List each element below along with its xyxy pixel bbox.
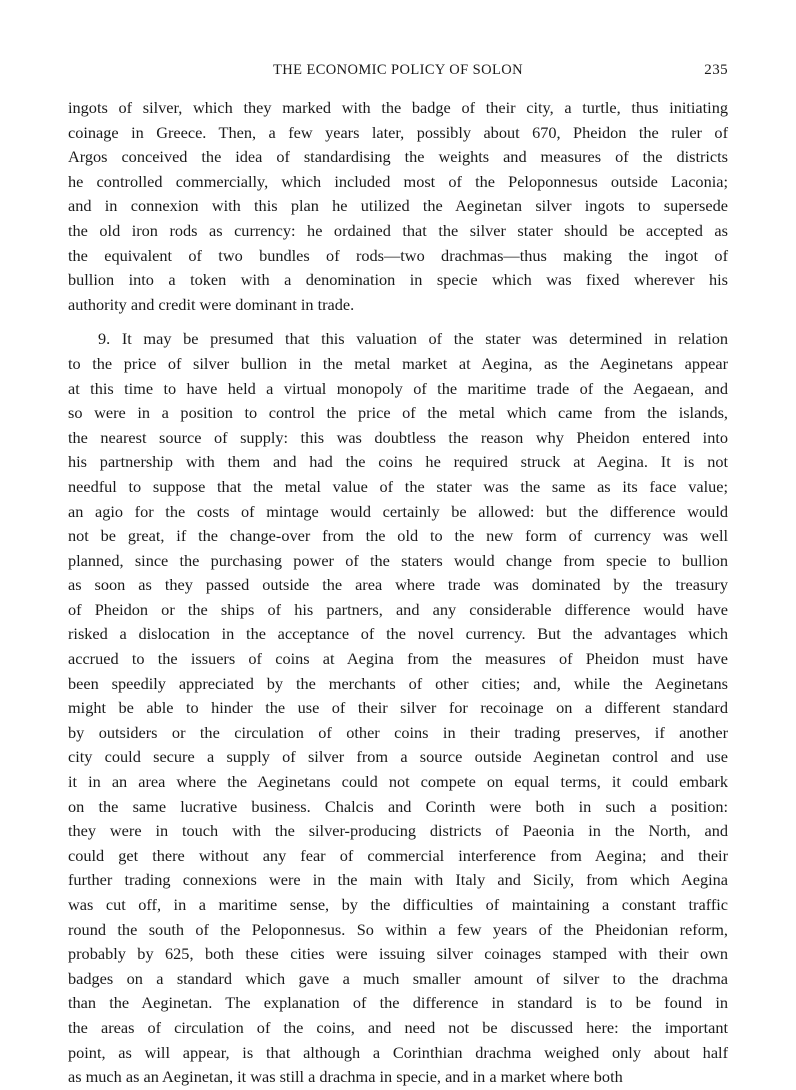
text-line: needful to suppose that the metal value of the stater was the same as its face value; (68, 476, 728, 496)
text-line: so were in a position to control the price of the metal which came from the islands, (68, 403, 728, 423)
text-line: an agio for the costs of mintage would certainly be allowed: but the difference would (68, 501, 728, 521)
text-line: to the price of silver bullion in the metal market at Aegina, as the Aeginetans appear (68, 353, 728, 373)
paragraph-gap (68, 317, 728, 327)
text-line: probably by 625, both these cities were issuing silver coinages stamped with their own (68, 944, 728, 964)
text-line: and in connexion with this plan he utilized the Aeginetan silver ingots to supersede (68, 196, 728, 216)
text-line: authority and credit were dominant in trade. (68, 294, 355, 314)
text-line: the old iron rods as currency: he ordained that the silver stater should be accepted as (68, 220, 728, 240)
text-line: risked a dislocation in the acceptance of the novel currency. But the advantages which (68, 624, 728, 644)
text-line: point, as will appear, is that although a Corinthian drachma weighed only about half (68, 1042, 728, 1062)
text-line: than the Aeginetan. The explanation of the difference in standard is to be found in (68, 993, 728, 1013)
text-line: was cut off, in a maritime sense, by the difficulties of maintaining a constant traffic (68, 895, 728, 914)
text-line: his partnership with them and had the coins he required struck at Aegina. It is not (68, 452, 728, 472)
text-line: badges on a standard which gave a much smaller amount of silver to the drachma (68, 968, 728, 988)
text-line: could get there without any fear of commercial interference from Aegina; and their (68, 845, 728, 865)
text-line: the equivalent of two bundles of rods—two drachmas—thus making the ingot of (68, 245, 728, 265)
running-head (68, 62, 728, 82)
text-line: they were in touch with the silver-producing districts of Paeonia in the North, and (68, 821, 728, 841)
text-line: not be great, if the change-over from the old to the new form of currency was well (68, 526, 728, 546)
text-line: coinage in Greece. Then, a few years later, possibly about 670, Pheidon the ruler of (68, 122, 728, 142)
text-line: further trading connexions were in the main with Italy and Sicily, from which Aegina (68, 870, 728, 890)
text-line: accrued to the issuers of coins at Aegina from the measures of Pheidon must have (68, 649, 728, 669)
text-line: the nearest source of supply: this was doubtless the reason why Pheidon entered into (68, 427, 728, 447)
text-line: as soon as they passed outside the area where trade was dominated by the treasury (68, 575, 728, 595)
text-line: Argos conceived the idea of standardising the weights and measures of the districts (68, 147, 728, 167)
text-line: might be able to hinder the use of their silver for recoinage on a different standard (68, 698, 728, 718)
text-line: round the south of the Peloponnesus. So within a few years of the Pheidonian reform, (68, 919, 728, 939)
paragraph-2 (68, 327, 728, 1089)
text-line: at this time to have held a virtual monopoly of the maritime trade of the Aegaean, and (68, 378, 728, 398)
text-line: been speedily appreciated by the merchants of other cities; and, while the Aeginetans (68, 673, 728, 693)
text-line: as much as an Aeginetan, it was still a drachma in specie, and in a market where both (68, 1067, 623, 1087)
text-line: it in an area where the Aeginetans could not compete on equal terms, it could embark (68, 772, 728, 792)
text-line: 9. It may be presumed that this valuation of the stater was determined in relation (98, 329, 728, 349)
text-line: city could secure a supply of silver from a source outside Aeginetan control and use (68, 747, 728, 767)
text-line: on the same lucrative business. Chalcis and Corinth were both in such a position: (68, 796, 728, 816)
text-line: the areas of circulation of the coins, and need not be discussed here: the important (68, 1017, 728, 1037)
body-text (68, 96, 728, 1090)
text-line: planned, since the purchasing power of the staters would change from specie to bullion (68, 550, 728, 570)
running-title: THE ECONOMIC POLICY OF SOLON (273, 62, 523, 78)
paragraph-1 (68, 96, 728, 317)
text-line: bullion into a token with a denomination in specie which was fixed wherever his (68, 270, 728, 290)
text-line: ingots of silver, which they marked with the badge of their city, a turtle, thus initiating (68, 98, 728, 117)
page-number: 235 (704, 62, 728, 78)
text-line: by outsiders or the circulation of other coins in their trading preserves, if another (68, 722, 728, 742)
text-line: of Pheidon or the ships of his partners, and any considerable difference would have (68, 599, 728, 619)
text-line: he controlled commercially, which included most of the Peloponnesus outside Laconia; (68, 171, 728, 191)
